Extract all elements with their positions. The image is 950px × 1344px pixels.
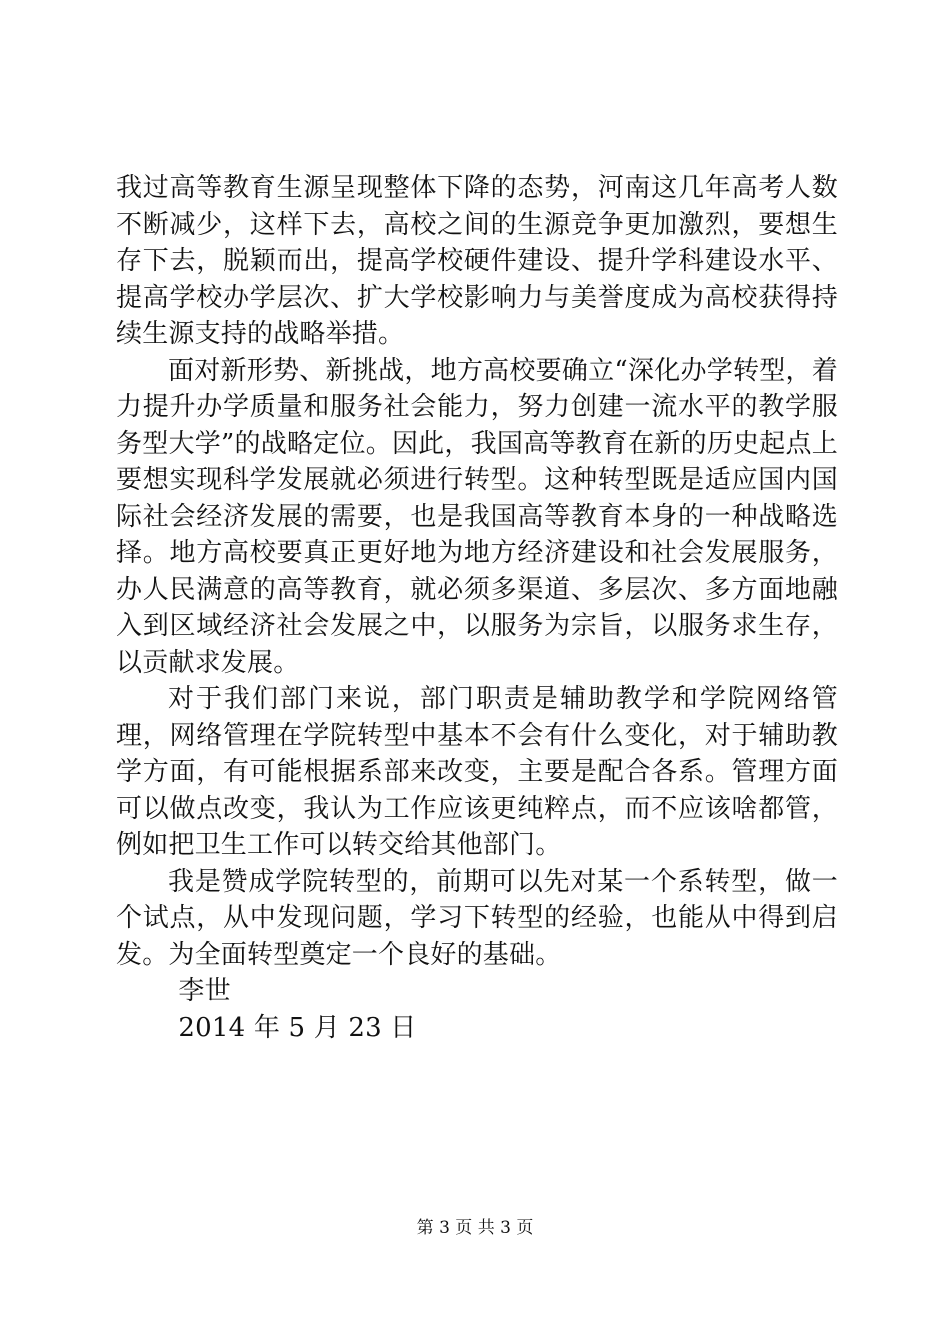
- paragraph-3: 对于我们部门来说，部门职责是辅助教学和学院网络管理，网络管理在学院转型中基本不会有什么变化，对于辅助教学方面，有可能根据系部来改变，主要是配合各系。管理方面可以做点改变，我认为工作应该更纯粹点，而不应该啥都管，例如把卫生工作可以转交给其他部门。: [116, 684, 838, 860]
- signature-name: 李世: [178, 976, 231, 1006]
- paragraph-2: 面对新形势、新挑战，地方高校要确立“深化办学转型，着力提升办学质量和服务社会能力，努力创建一流水平的教学服务型大学”的战略定位。因此，我国高等教育在新的历史起点上要想实现科学发展就必须进行转型。这种转型既是适应国内国际社会经济发展的需要，也是我国高等教育本身的一种战略选择。地方高校要真正更好地为地方经济建设和社会发展服务，办人民满意的高等教育，就必须多渠道、多层次、多方面地融入到区域经济社会发展之中，以服务为宗旨，以服务求生存，以贡献求发展。: [116, 355, 838, 678]
- paragraph-1: 我过高等教育生源呈现整体下降的态势，河南这几年高考人数不断减少，这样下去，高校之间的生源竞争更加激烈，要想生存下去，脱颖而出，提高学校硬件建设、提升学科建设水平、提高学校办学层次、扩大学校影响力与美誉度成为高校获得持续生源支持的战略举措。: [116, 173, 838, 349]
- signature-date: 2014 年 5 月 23 日: [178, 1012, 417, 1043]
- document-body: [116, 170, 838, 1046]
- page-footer: 第 3 页 共 3 页: [416, 1218, 534, 1238]
- paragraph-4: 我是赞成学院转型的，前期可以先对某一个系转型，做一个试点，从中发现问题，学习下转型的经验，也能从中得到启发。为全面转型奠定一个良好的基础。: [116, 866, 838, 970]
